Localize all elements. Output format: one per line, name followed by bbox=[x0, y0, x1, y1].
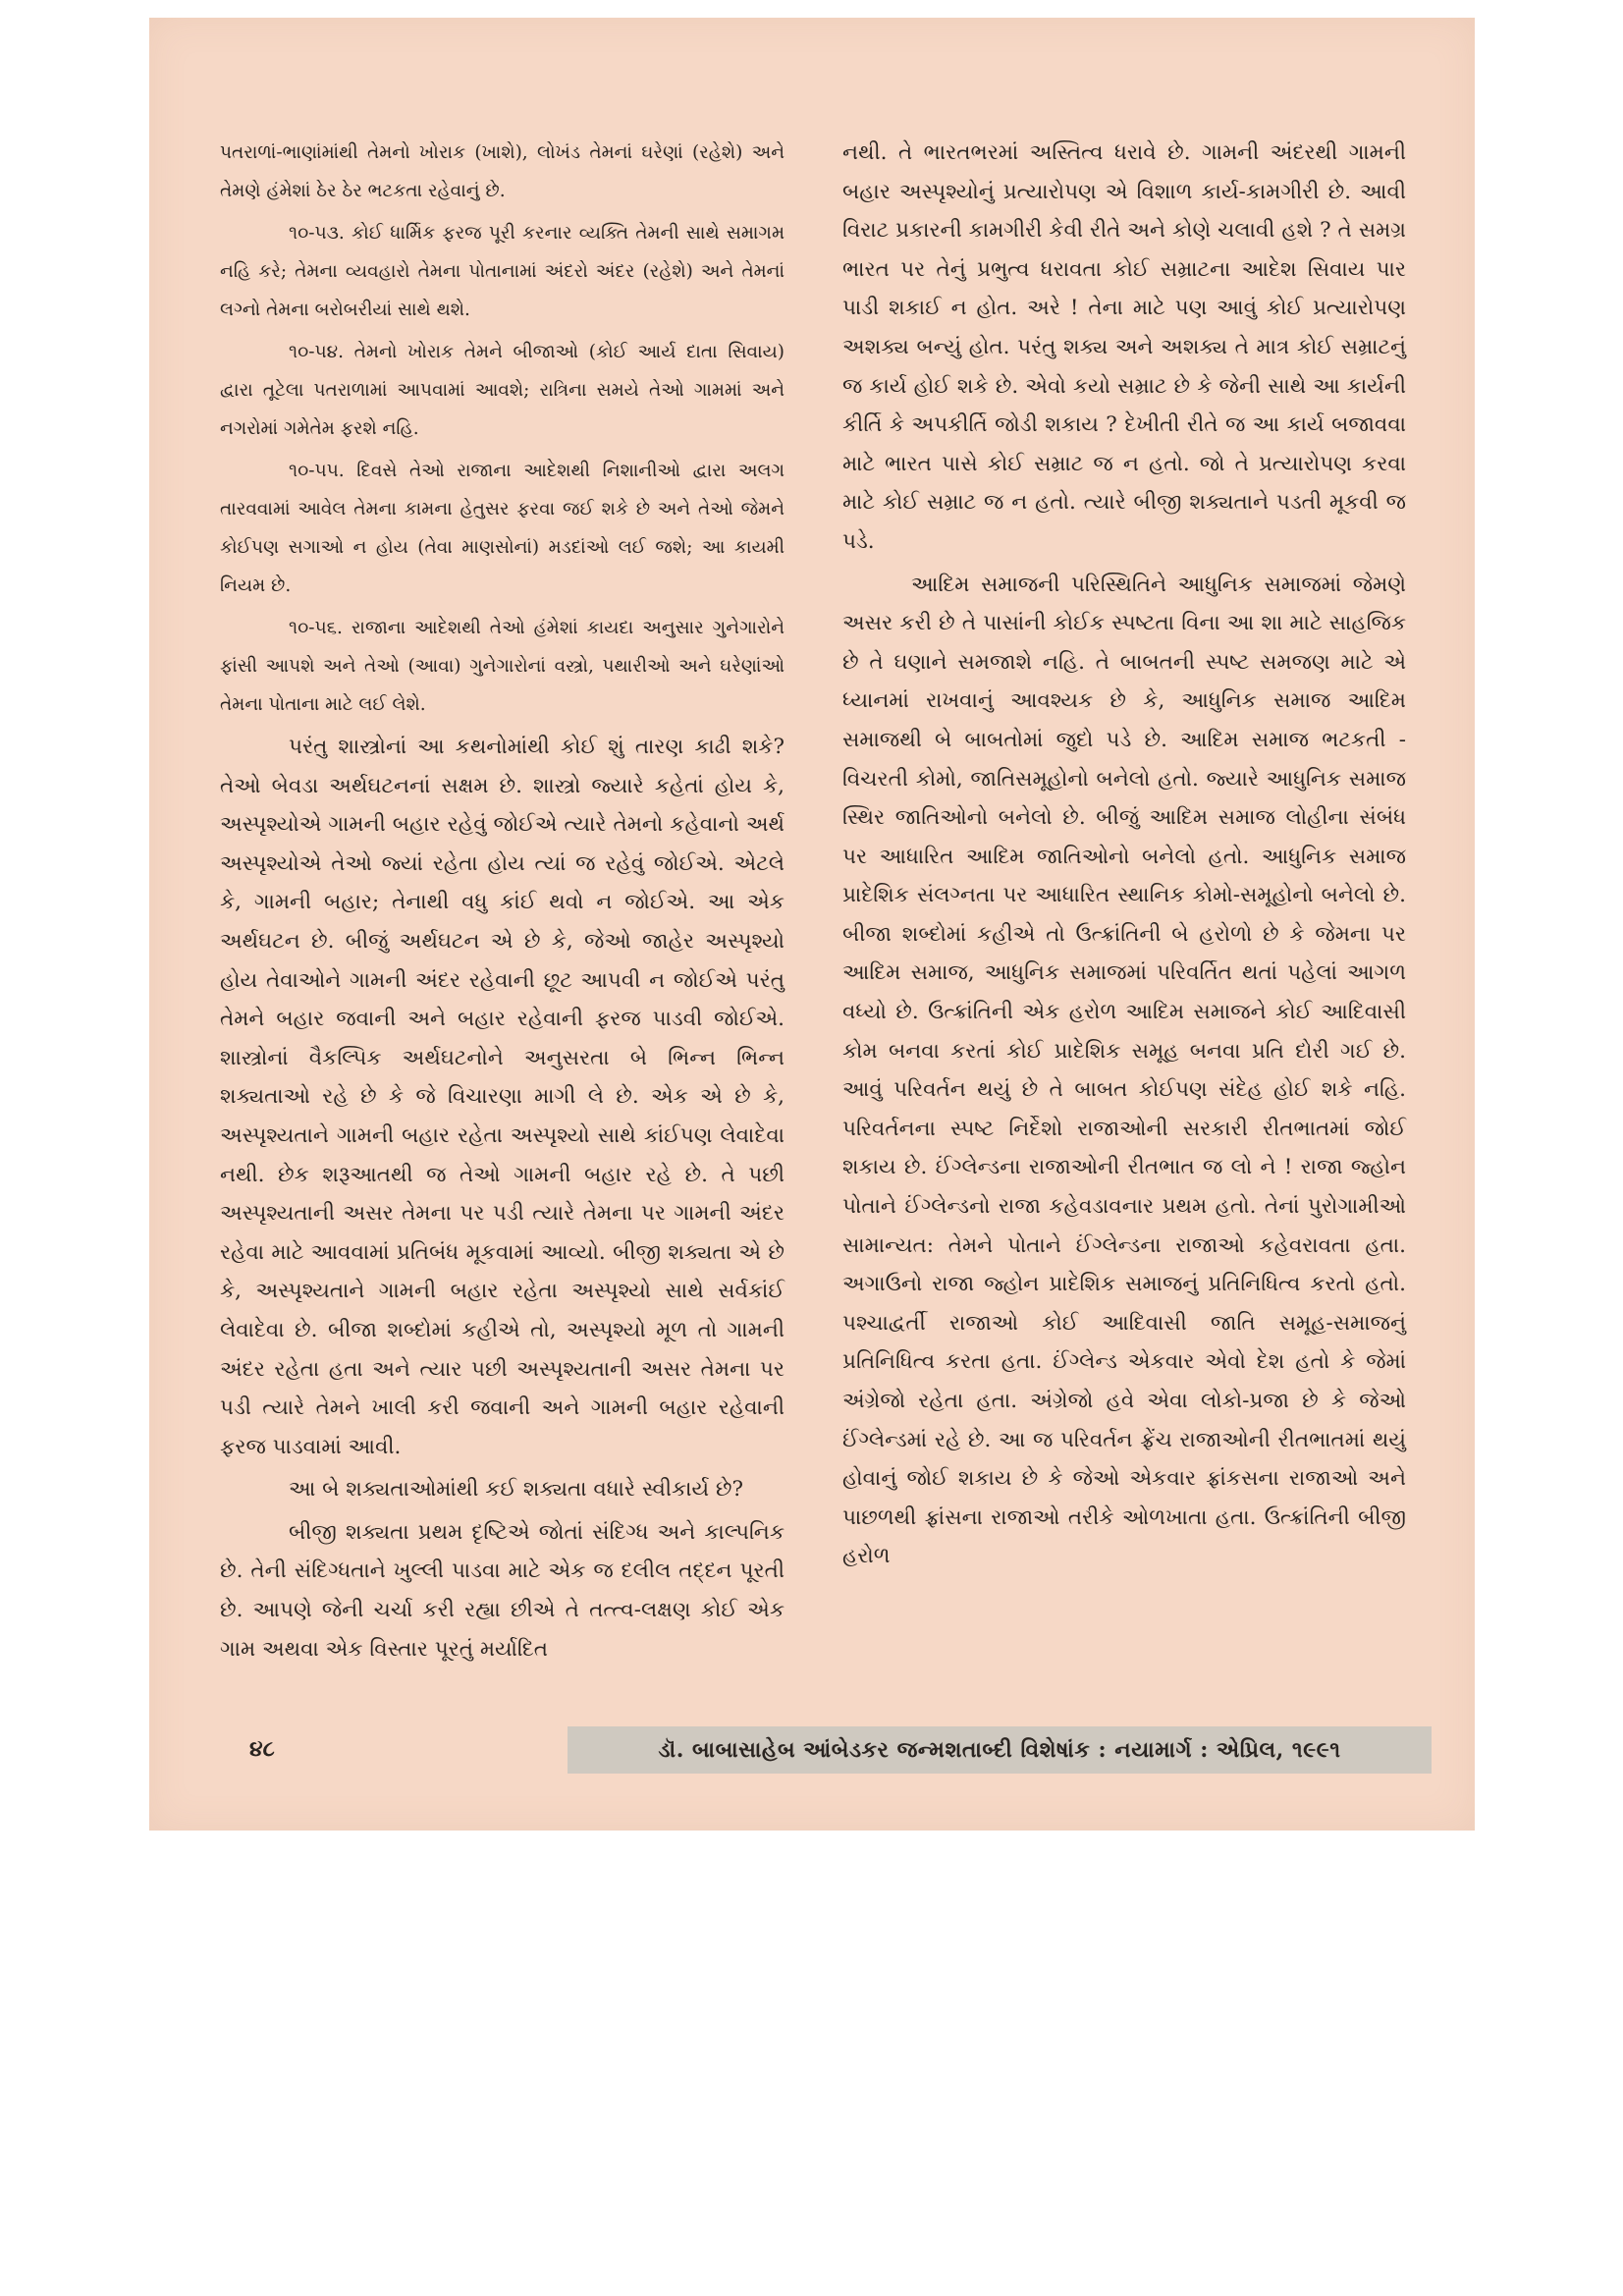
left-column bbox=[220, 134, 784, 1668]
paragraph: પતરાળાં-ભાણાંમાંથી તેમનો ખોરાક (ખાશે), લોખંડ તેમનાં ઘરેણાં (રહેશે) અને તેમણે હંમેશાં ઠેર ઠેર ભટકતા રહેવાનું છે. bbox=[220, 142, 784, 201]
right-column bbox=[842, 134, 1406, 1576]
paragraph: બીજી શક્યતા પ્રથમ દૃષ્ટિએ જોતાં સંદિગ્ધ અને કાલ્પનિક છે. તેની સંદિગ્ધતાને ખુલ્લી પાડવા માટે એક જ દલીલ તદ્દન પૂરતી છે. આપણે જેની ચર્ચા કરી રહ્યા છીએ તે તત્ત્વ-લક્ષણ કોઈ એક ગામ અથવા એક વિસ્તાર પૂરતું મર્યાદિત bbox=[220, 1519, 784, 1662]
paragraph: આદિમ સમાજની પરિસ્થિતિને આધુનિક સમાજમાં જેમણે અસર કરી છે તે પાસાંની કોઈક સ્પષ્ટતા વિના આ શા માટે સાહજિક છે તે ઘણાને સમજાશે નહિ. તે બાબતની સ્પષ્ટ સમજણ માટે એ ધ્યાનમાં રાખવાનું આવશ્યક છે કે, આધુનિક સમાજ આદિમ સમાજથી બે બાબતોમાં જુદો પડે છે. આદિમ સમાજ ભટકતી - વિચરતી કોમો, જાતિસમૂહોનો બનેલો હતો. જ્યારે આધુનિક સમાજ સ્થિર જાતિઓનો બનેલો છે. બીજું આદિમ સમાજ લોહીના સંબંધ પર આધારિત આદિમ જાતિઓનો બનેલો હતો. આધુનિક સમાજ પ્રાદેશિક સંલગ્નતા પર આધારિત સ્થાનિક કોમો-સમૂહોનો બનેલો છે. બીજા શબ્દોમાં કહીએ તો ઉત્ક્રાંતિની બે હરોળો છે કે જેમના પર આદિમ સમાજ, આધુનિક સમાજમાં પરિવર્તિત થતાં પહેલાં આગળ વધ્યો છે. ઉત્ક્રાંતિની એક હરોળ આદિમ સમાજને કોઈ આદિવાસી કોમ બનવા કરતાં કોઈ પ્રાદેશિક સમૂહ બનવા પ્રતિ દોરી ગઈ છે. આવું પરિવર્તન થયું છે તે બાબત કોઈપણ સંદેહ હોઈ શકે નહિ. પરિવર્તનના સ્પષ્ટ નિર્દેશો રાજાઓની સરકારી રીતભાતમાં જોઈ શકાય છે. ઈંગ્લેન્ડના રાજાઓની રીતભાત જ લો ને ! રાજા જ્હોન પોતાને ઈંગ્લેન્ડનો રાજા કહેવડાવનાર પ્રથમ હતો. તેનાં પુરોગામીઓ સામાન્યત: તેમને પોતાને ઈંગ્લેન્ડના રાજાઓ કહેવરાવતા હતા. અગાઉનો રાજા જ્હોન પ્રાદેશિક સમાજનું પ્રતિનિધિત્વ કરતો હતો. પશ્ચાદ્વર્તી રાજાઓ કોઈ આદિવાસી જાતિ સમૂહ-સમાજનું પ્રતિનિધિત્વ કરતા હતા. ઈંગ્લેન્ડ એકવાર એવો દેશ હતો કે જેમાં અંગ્રેજો રહેતા હતા. અંગ્રેજો હવે એવા લોકો-પ્રજા છે કે જેઓ ઈંગ્લેન્ડમાં રહે છે. આ જ પરિવર્તન ફ્રેંચ રાજાઓની રીતભાતમાં થયું હોવાનું જોઈ શકાય છે કે જેઓ એકવાર ફ્રાંકસના રાજાઓ અને પાછળથી ફ્રાંસના રાજાઓ તરીકે ઓળખાતા હતા. ઉત્ક્રાંતિની બીજી હરોળ bbox=[842, 572, 1406, 1569]
verse-10-53: ૧૦-૫૩. કોઈ ધાર્મિક ફરજ પૂરી કરનાર વ્યક્તિ તેમની સાથે સમાગમ નહિ કરે; તેમના વ્યવહારો તેમના પોતાનામાં અંદરો અંદર (રહેશે) અને તેમનાં લગ્નો તેમના બરોબરીયાં સાથે થશે. bbox=[220, 223, 784, 320]
page-footer bbox=[149, 1724, 1475, 1779]
verse-10-54: ૧૦-૫૪. તેમનો ખોરાક તેમને બીજાઓ (કોઈ આર્ય દાતા સિવાય) દ્વારા તૂટેલા પતરાળામાં આપવામાં આવશે; રાત્રિના સમયે તેઓ ગામમાં અને નગરોમાં ગમેતેમ ફરશે નહિ. bbox=[220, 342, 784, 439]
scanned-page bbox=[149, 18, 1475, 1831]
verse-10-56: ૧૦-૫૬. રાજાના આદેશથી તેઓ હંમેશાં કાયદા અનુસાર ગુનેગારોને ફાંસી આપશે અને તેઓ (આવા) ગુનેગારોનાં વસ્ત્રો, પથારીઓ અને ઘરેણાંઓ તેમના પોતાના માટે લઈ લેશે. bbox=[220, 618, 784, 715]
page-number: ૪૮ bbox=[249, 1736, 275, 1762]
paragraph: પરંતુ શાસ્ત્રોનાં આ કથનોમાંથી કોઈ શું તારણ કાઢી શકે? તેઓ બેવડા અર્થઘટનનાં સક્ષમ છે. શાસ્ત્રો જ્યારે કહેતાં હોય કે, અસ્પૃશ્યોએ ગામની બહાર રહેવું જોઈએ ત્યારે તેમનો કહેવાનો અર્થ અસ્પૃશ્યોએ તેઓ જ્યાં રહેતા હોય ત્યાં જ રહેવું જોઈએ. એટલે કે, ગામની બહાર; તેનાથી વધુ કાંઈ થવો ન જોઈએ. આ એક અર્થઘટન છે. બીજું અર્થઘટન એ છે કે, જેઓ જાહેર અસ્પૃશ્યો હોય તેવાઓને ગામની અંદર રહેવાની છૂટ આપવી ન જોઈએ પરંતુ તેમને બહાર જવાની અને બહાર રહેવાની ફરજ પાડવી જોઈએ. શાસ્ત્રોનાં વૈકલ્પિક અર્થઘટનોને અનુસરતા બે ભિન્ન ભિન્ન શક્યતાઓ રહે છે કે જે વિચારણા માગી લે છે. એક એ છે કે, અસ્પૃશ્યતાને ગામની બહાર રહેતા અસ્પૃશ્યો સાથે કાંઈપણ લેવાદેવા નથી. છેક શરૂઆતથી જ તેઓ ગામની બહાર રહે છે. તે પછી અસ્પૃશ્યતાની અસર તેમના પર પડી ત્યારે તેમના પર ગામની અંદર રહેવા માટે આવવામાં પ્રતિબંધ મૂકવામાં આવ્યો. બીજી શક્યતા એ છે કે, અસ્પૃશ્યતાને ગામની બહાર રહેતા અસ્પૃશ્યો સાથે સર્વકાંઈ લેવાદેવા છે. બીજા શબ્દોમાં કહીએ તો, અસ્પૃશ્યો મૂળ તો ગામની અંદર રહેતા હતા અને ત્યાર પછી અસ્પૃશ્યતાની અસર તેમના પર પડી ત્યારે તેમને ખાલી કરી જવાની અને ગામની બહાર રહેવાની ફરજ પાડવામાં આવી. bbox=[220, 735, 784, 1459]
paragraph: નથી. તે ભારતભરમાં અસ્તિત્વ ધરાવે છે. ગામની અંદરથી ગામની બહાર અસ્પૃશ્યોનું પ્રત્યારોપણ એ વિશાળ કાર્ય-કામગીરી છે. આવી વિરાટ પ્રકારની કામગીરી કેવી રીતે અને કોણે ચલાવી હશે ? તે સમગ્ર ભારત પર તેનું પ્રભુત્વ ધરાવતા કોઈ સમ્રાટના આદેશ સિવાય પાર પાડી શકાઈ ન હોત. અરે ! તેના માટે પણ આવું કોઈ પ્રત્યારોપણ અશક્ય બન્યું હોત. પરંતુ શક્ય અને અશક્ય તે માત્ર કોઈ સમ્રાટનું જ કાર્ય હોઈ શકે છે. એવો કયો સમ્રાટ છે કે જેની સાથે આ કાર્યની કીર્તિ કે અપકીર્તિ જોડી શકાય ? દેખીતી રીતે જ આ કાર્ય બજાવવા માટે ભારત પાસે કોઈ સમ્રાટ જ ન હતો. જો તે પ્રત્યારોપણ કરવા માટે કોઈ સમ્રાટ જ ન હતો. ત્યારે બીજી શક્યતાને પડતી મૂકવી જ પડે. bbox=[842, 140, 1406, 554]
verse-10-55: ૧૦-૫૫. દિવસે તેઓ રાજાના આદેશથી નિશાનીઓ દ્વારા અલગ તારવવામાં આવેલ તેમના કામના હેતુસર ફરવા જઈ શકે છે અને તેઓ જેમને કોઈપણ સગાઓ ન હોય (તેવા માણસોનાં) મડદાંઓ લઈ જશે; આ કાયમી નિયમ છે. bbox=[220, 461, 784, 596]
question-line: આ બે શક્યતાઓમાંથી કઈ શક્યતા વધારે સ્વીકાર્ય છે? bbox=[289, 1477, 744, 1503]
publication-title: ડૉ. બાબાસાહેબ આંબેડકર જન્મશતાબ્દી વિશેષાંક : નયામાર્ગ : એપ્રિલ, ૧૯૯૧ bbox=[658, 1737, 1341, 1763]
publication-title-band bbox=[568, 1726, 1432, 1774]
